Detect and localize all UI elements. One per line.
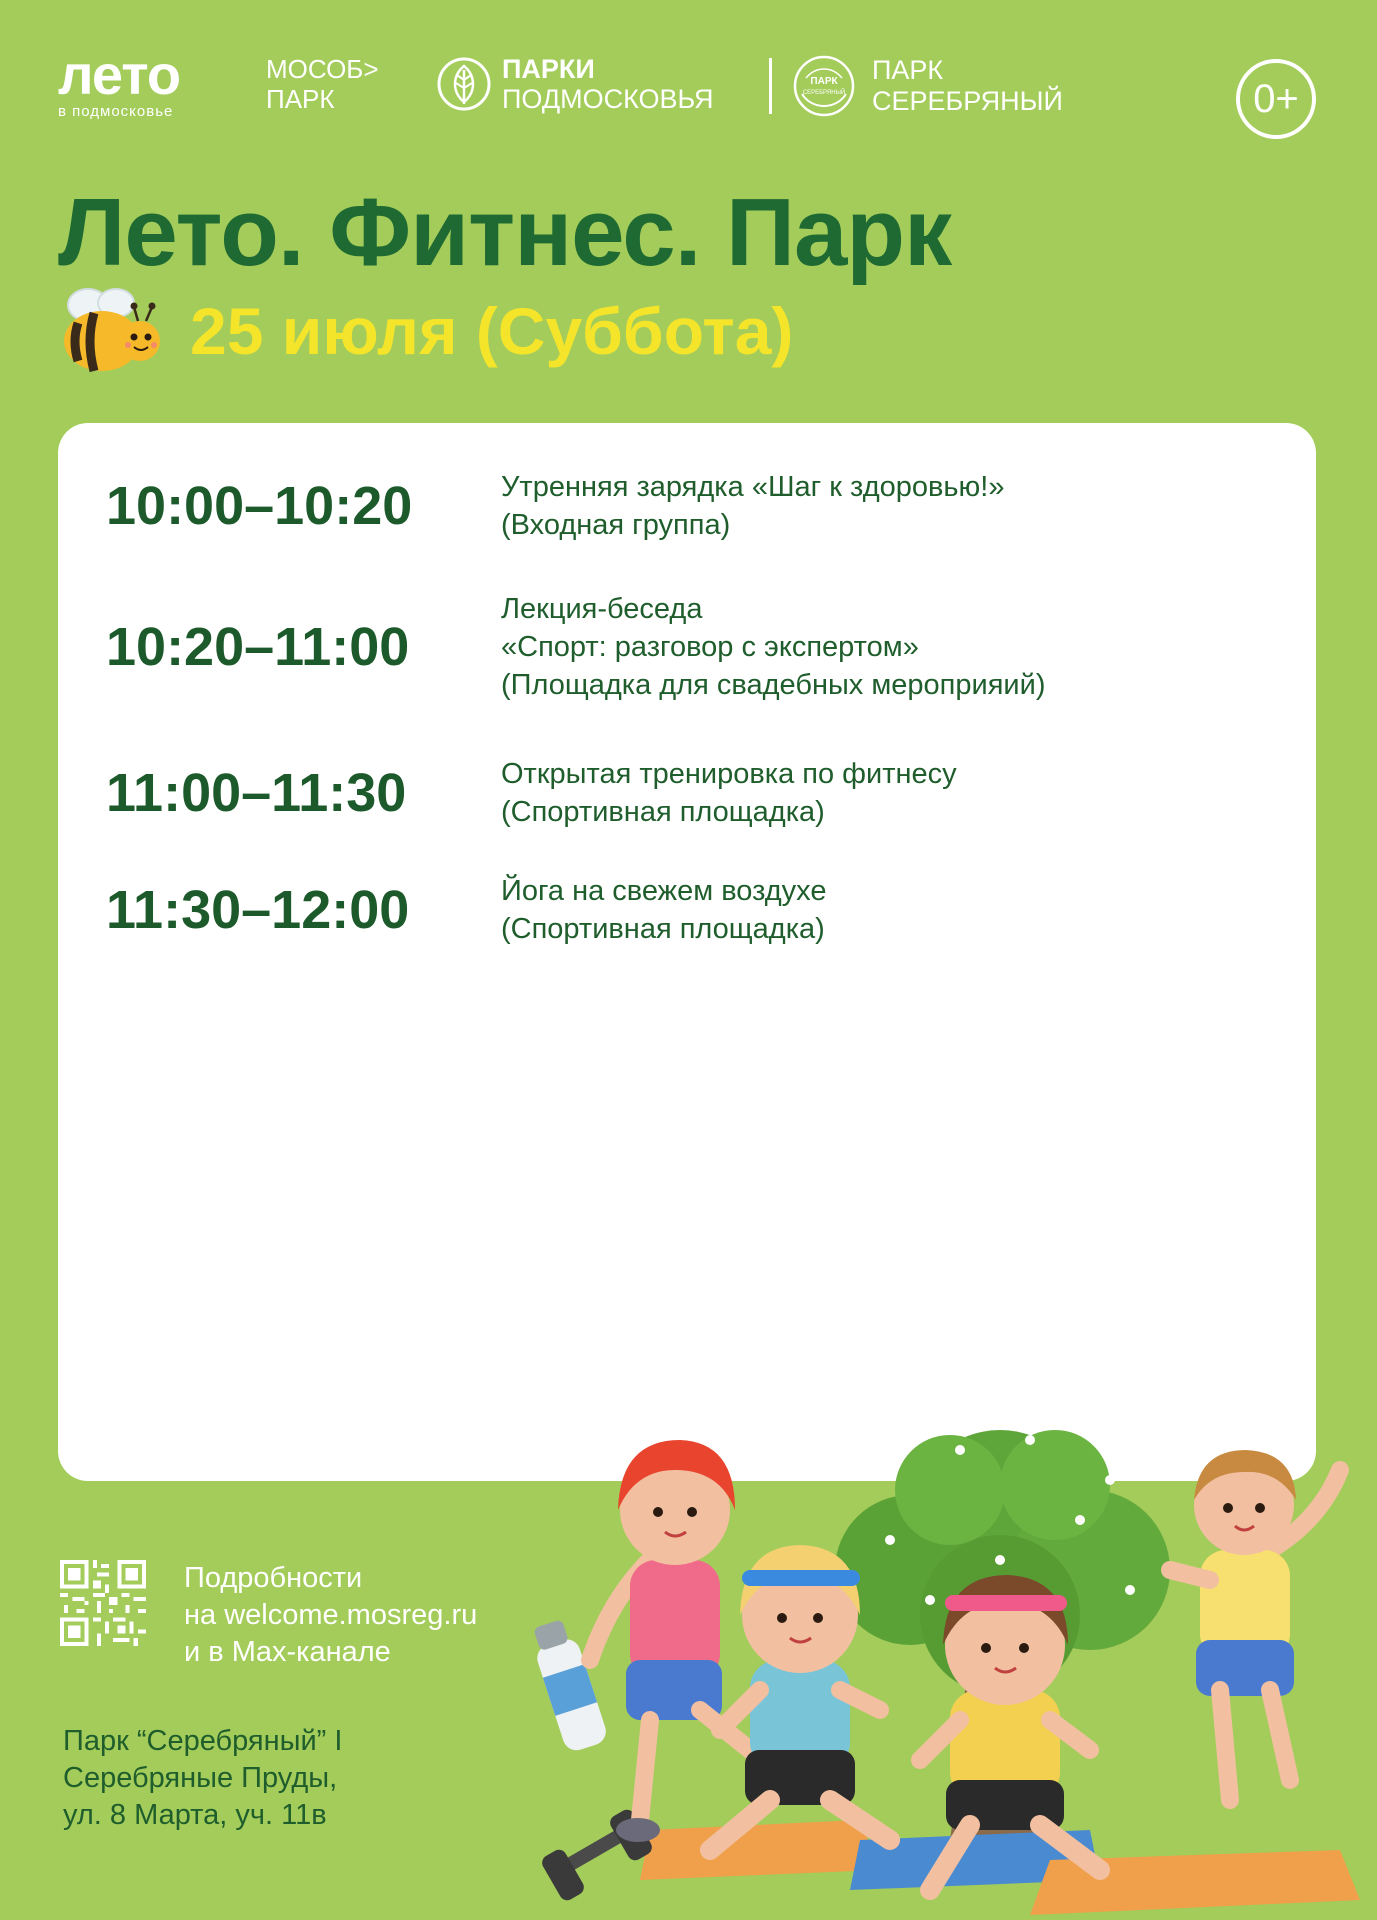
info-line: Подробности	[184, 1562, 363, 1594]
park-serebryany-logo	[792, 54, 1063, 118]
address-line: ул. 8 Марта, уч. 11в	[63, 1799, 327, 1831]
leto-logo	[58, 43, 181, 120]
address	[63, 1723, 342, 1834]
address-line: Серебряные Пруды,	[63, 1762, 338, 1794]
schedule-description	[501, 590, 1045, 704]
info-line[interactable]: на welcome.mosreg.ru	[184, 1599, 478, 1631]
park-serebryany-badge	[792, 54, 856, 118]
header	[0, 0, 1377, 160]
badge-top-text: ПАРК	[810, 76, 838, 87]
parki-podmoskovya-logo	[436, 54, 714, 114]
date-row	[58, 283, 793, 379]
schedule-time: 11:30–12:00	[106, 880, 410, 940]
schedule-line: «Спорт: разговор с экспертом»	[501, 631, 919, 663]
serebr-logo-line1: ПАРК	[872, 55, 944, 85]
schedule-description	[501, 755, 957, 831]
schedule-line: (Спортивная площадка)	[501, 913, 825, 945]
girl-red-hair-figure	[590, 1440, 750, 1842]
schedule-line: (Спортивная площадка)	[501, 796, 825, 828]
age-rating-badge: 0+	[1236, 59, 1316, 139]
leto-logo-main: лето	[58, 43, 181, 106]
schedule-line: Йога на свежем воздухе	[501, 875, 827, 907]
info-text	[184, 1560, 477, 1671]
schedule-line: (Площадка для свадебных мероприяий)	[501, 669, 1046, 701]
leto-logo-sub: в подмосковье	[58, 103, 174, 120]
schedule-line: Открытая тренировка по фитнесу	[501, 758, 957, 790]
qr-code[interactable]	[60, 1560, 146, 1646]
schedule-row	[106, 872, 826, 948]
info-block	[60, 1560, 477, 1671]
schedule-time: 11:00–11:30	[106, 763, 407, 823]
parki-logo-line2: ПОДМОСКОВЬЯ	[502, 84, 714, 114]
schedule-line: (Входная группа)	[501, 509, 731, 541]
schedule-row	[106, 755, 957, 831]
page-title: Лето. Фитнес. Парк	[58, 179, 952, 286]
schedule-time: 10:20–11:00	[106, 617, 410, 677]
logo-divider	[769, 58, 772, 114]
serebr-logo-line2: СЕРЕБРЯНЫЙ	[872, 86, 1063, 116]
mosobl-logo-line2: ПАРК	[266, 84, 335, 114]
yoga-mats	[640, 1820, 1360, 1915]
leaf-icon	[436, 56, 492, 112]
schedule-line: Утренняя зарядка «Шаг к здоровью!»	[501, 471, 1005, 503]
parki-logo-line1: ПАРКИ	[502, 54, 595, 84]
schedule-description	[501, 468, 1004, 544]
schedule-card	[58, 423, 1316, 1481]
event-date: 25 июля (Суббота)	[190, 294, 794, 368]
kids-exercise-illustration	[530, 1370, 1377, 1920]
bee-icon	[58, 283, 162, 379]
mosobl-park-logo	[266, 54, 379, 114]
info-line: и в Max-канале	[184, 1636, 391, 1668]
address-line: Парк “Серебряный” I	[63, 1725, 343, 1757]
mosobl-logo-line1: МОСОБ>	[266, 54, 379, 84]
schedule-row	[106, 468, 1004, 544]
schedule-line: Лекция-беседа	[501, 593, 703, 625]
schedule-description	[501, 872, 826, 948]
schedule-time: 10:00–10:20	[106, 476, 413, 536]
badge-bottom-text: СЕРЕБРЯНЫЙ	[802, 90, 846, 96]
boy-figure	[1170, 1450, 1340, 1800]
schedule-row	[106, 590, 1045, 704]
